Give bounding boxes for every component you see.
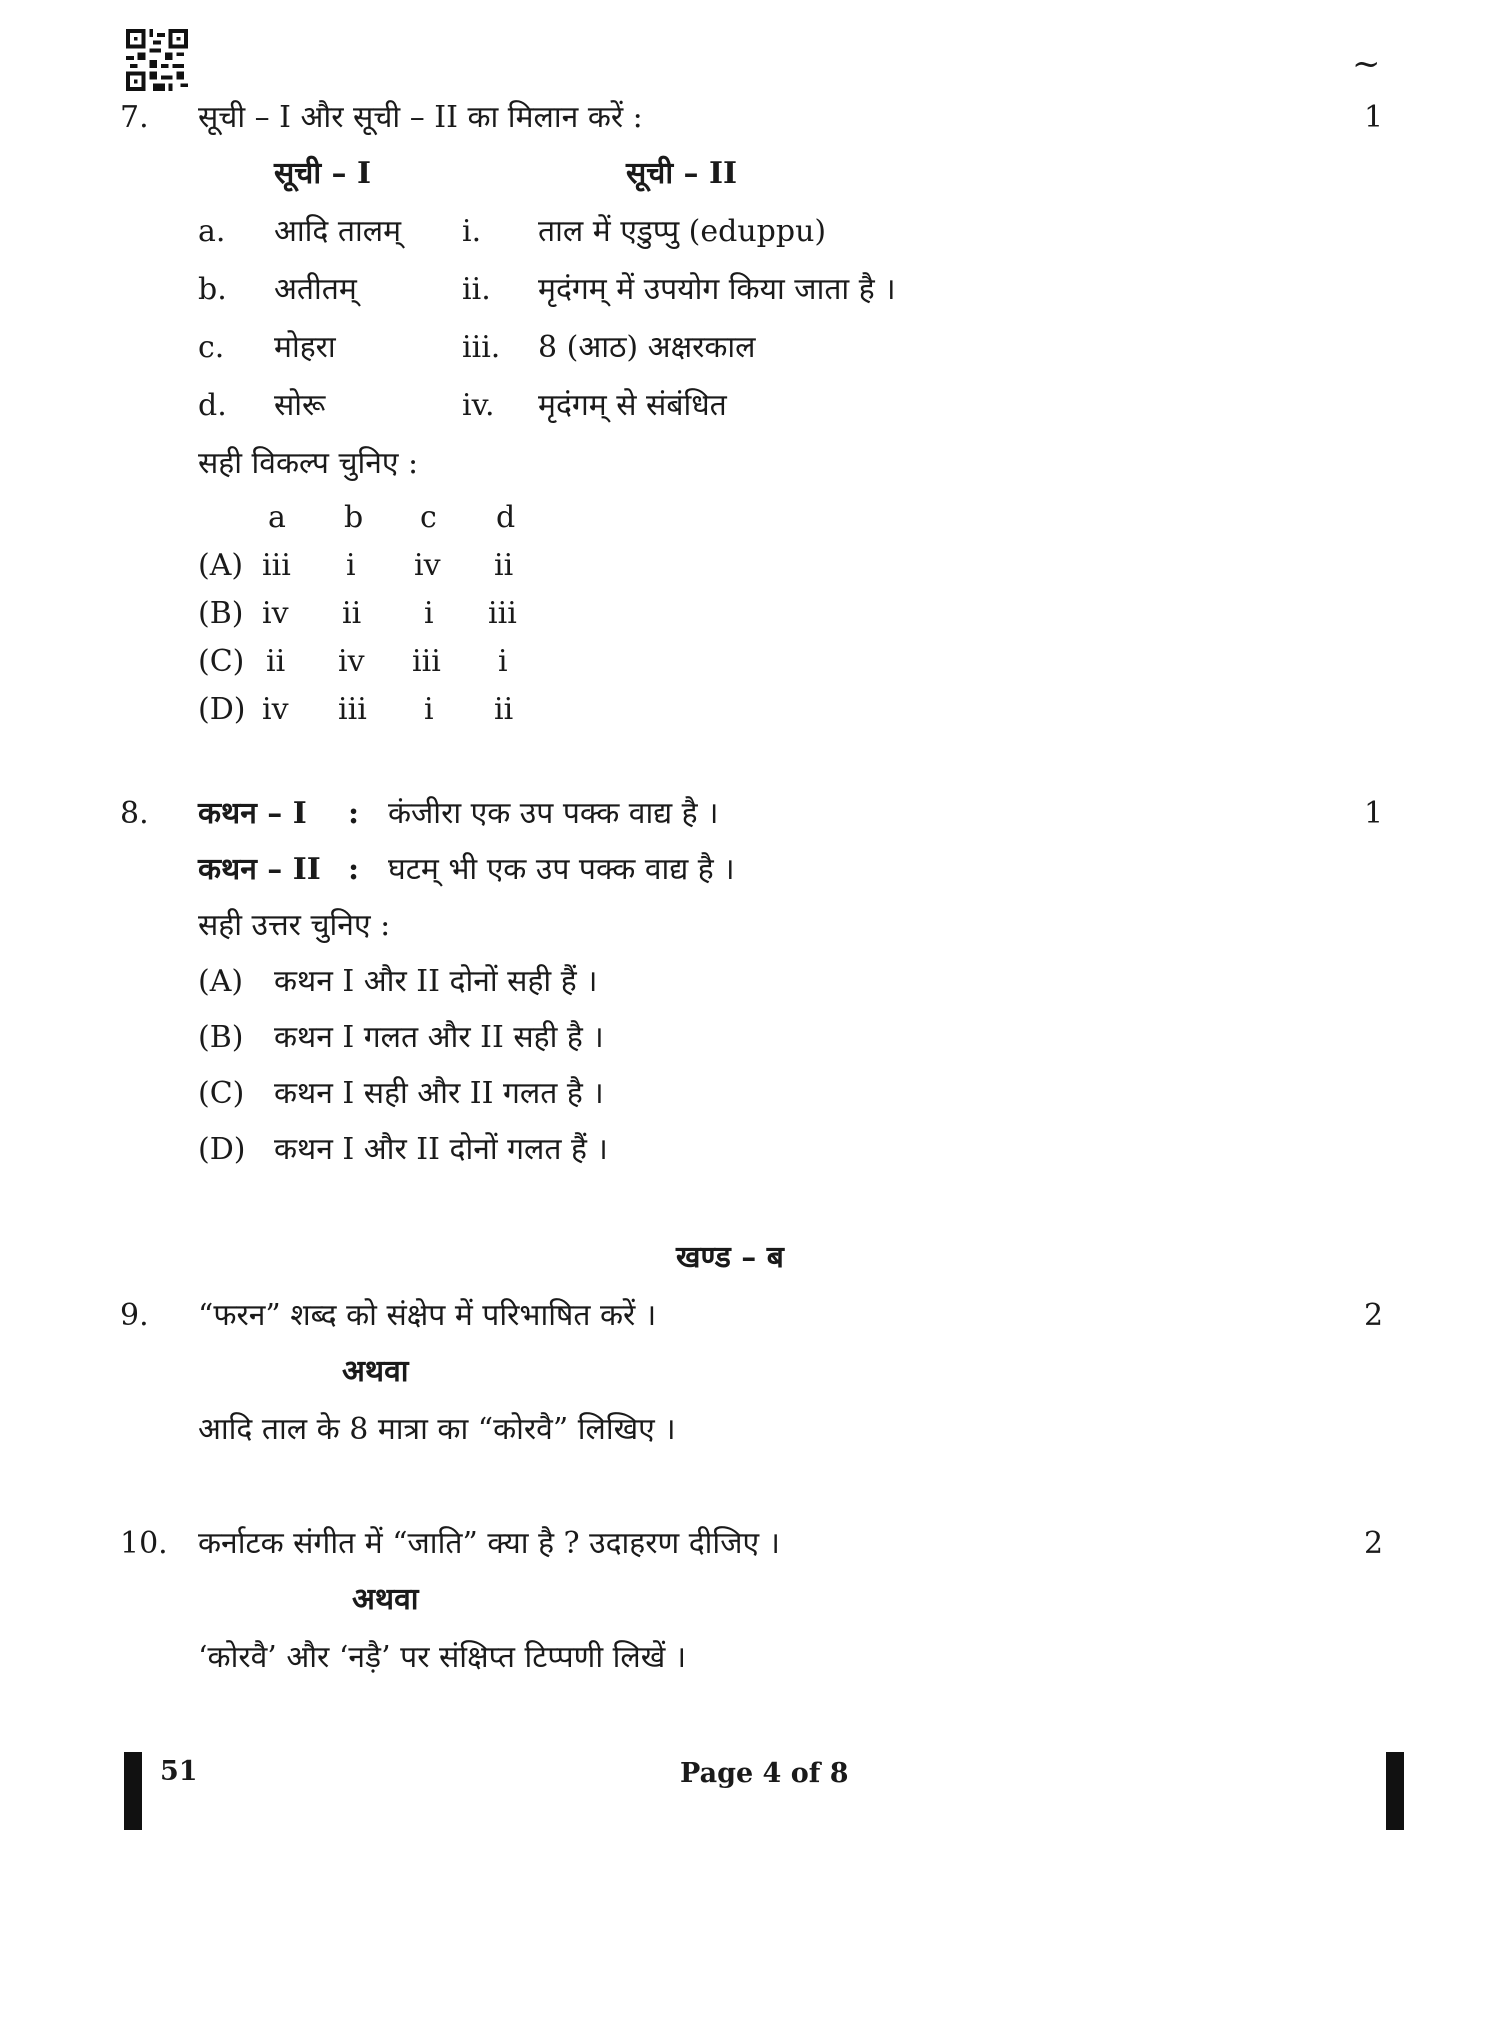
q10-number: 10.: [120, 1526, 168, 1561]
list2-numeral: iv.: [462, 388, 495, 423]
q10-alternative: ‘कोरवै’ और ‘नड़ै’ पर संक्षिप्त टिप्पणी लिखें ।: [198, 1640, 687, 1675]
list1-letter: d.: [198, 388, 227, 423]
statement-2-label: कथन – II: [198, 852, 321, 887]
option-cell: i: [424, 596, 434, 631]
q9-text: “फरन” शब्द को संक्षेप में परिभाषित करें ।: [198, 1298, 657, 1333]
list1-item: मोहरा: [274, 330, 336, 365]
statement-2-text: घटम् भी एक उप पक्क वाद्य है ।: [388, 852, 735, 887]
q9-marks: 2: [1364, 1298, 1384, 1333]
list1-item: सोरू: [274, 388, 326, 423]
statement-1-label: कथन – I: [198, 796, 307, 831]
option-label: (C): [198, 644, 245, 679]
list2-heading: सूची – II: [626, 156, 738, 191]
list1-heading: सूची – I: [274, 156, 372, 191]
page-number: Page 4 of 8: [680, 1758, 849, 1789]
q7-text: सूची – I और सूची – II का मिलान करें :: [198, 100, 643, 135]
q8-choose-prompt: सही उत्तर चुनिए :: [198, 908, 391, 943]
statement-1-colon: :: [348, 796, 360, 831]
q8-option-text: कथन I और II दोनों गलत हैं ।: [274, 1132, 608, 1167]
q9-number: 9.: [120, 1298, 149, 1333]
option-cell: i: [346, 548, 356, 583]
list2-item: 8 (आठ) अक्षरकाल: [538, 330, 756, 365]
q8-option-text: कथन I सही और II गलत है ।: [274, 1076, 604, 1111]
q7-number: 7.: [120, 100, 149, 135]
footer-right-bar: [1386, 1752, 1404, 1830]
q9-or: अथवा: [342, 1354, 409, 1389]
grid-column-header: d: [496, 500, 516, 535]
option-cell: i: [424, 692, 434, 727]
q7-marks: 1: [1364, 100, 1384, 135]
q8-option-text: कथन I गलत और II सही है ।: [274, 1020, 604, 1055]
paper-code: 51: [160, 1756, 198, 1787]
q8-number: 8.: [120, 796, 149, 831]
option-cell: iii: [488, 596, 517, 631]
option-label: (A): [198, 548, 244, 583]
list1-letter: c.: [198, 330, 225, 365]
statement-1-text: कंजीरा एक उप पक्क वाद्य है ।: [388, 796, 719, 831]
list1-letter: b.: [198, 272, 227, 307]
option-cell: iv: [414, 548, 441, 583]
corner-tilde: ~: [1352, 44, 1381, 84]
list2-numeral: iii.: [462, 330, 501, 365]
q8-option-label: (C): [198, 1076, 245, 1111]
q10-text: कर्नाटक संगीत में “जाति” क्या है ? उदाहरण दीजिए ।: [198, 1526, 780, 1561]
option-cell: i: [498, 644, 508, 679]
qr-code-icon: [126, 28, 188, 92]
option-cell: ii: [342, 596, 362, 631]
q8-marks: 1: [1364, 796, 1384, 831]
list1-letter: a.: [198, 214, 226, 249]
q8-option-text: कथन I और II दोनों सही हैं ।: [274, 964, 598, 999]
list1-item: अतीतम्: [274, 272, 357, 307]
option-cell: iv: [262, 692, 289, 727]
option-cell: ii: [266, 644, 286, 679]
q8-option-label: (D): [198, 1132, 246, 1167]
option-cell: ii: [494, 692, 514, 727]
grid-column-header: a: [268, 500, 286, 535]
option-label: (D): [198, 692, 246, 727]
list2-item: ताल में एडुप्पु (eduppu): [538, 214, 827, 249]
list2-numeral: ii.: [462, 272, 491, 307]
option-cell: iii: [262, 548, 291, 583]
section-heading: खण्ड – ब: [676, 1240, 784, 1275]
option-cell: ii: [494, 548, 514, 583]
q10-marks: 2: [1364, 1526, 1384, 1561]
grid-column-header: c: [420, 500, 437, 535]
option-cell: iii: [338, 692, 367, 727]
list2-numeral: i.: [462, 214, 482, 249]
list1-item: आदि तालम्: [274, 214, 402, 249]
footer-left-bar: [124, 1752, 142, 1830]
q8-option-label: (A): [198, 964, 244, 999]
q10-or: अथवा: [352, 1582, 419, 1617]
list2-item: मृदंगम् में उपयोग किया जाता है ।: [538, 272, 896, 307]
q8-option-label: (B): [198, 1020, 244, 1055]
option-cell: iv: [338, 644, 365, 679]
grid-column-header: b: [344, 500, 364, 535]
statement-2-colon: :: [348, 852, 360, 887]
q9-alternative: आदि ताल के 8 मात्रा का “कोरवै” लिखिए ।: [198, 1412, 676, 1447]
option-cell: iii: [412, 644, 441, 679]
q7-choose-prompt: सही विकल्प चुनिए :: [198, 446, 419, 481]
list2-item: मृदंगम् से संबंधित: [538, 388, 727, 423]
option-cell: iv: [262, 596, 289, 631]
option-label: (B): [198, 596, 244, 631]
